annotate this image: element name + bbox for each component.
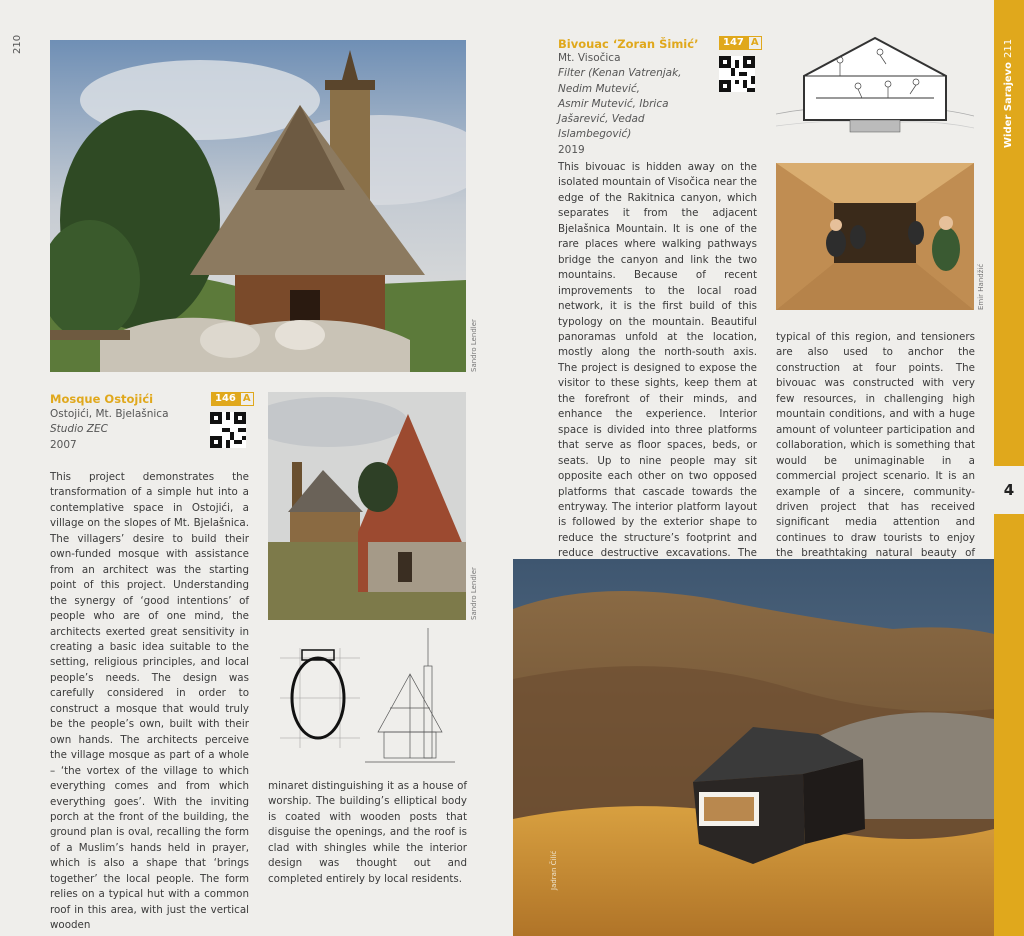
project-meta-bivouac (558, 51, 718, 158)
mosque-text-column-2: minaret distinguishing it as a house of worship. The building’s elliptical body is coated with wooden posts that disguise the openings, and the roof is clad with shingles while the interior design was thought out and completed entirely by local residents. (268, 780, 467, 885)
chapter-number: 4 (994, 466, 1024, 514)
project-title-mosque: Mosque Ostojići (50, 392, 154, 406)
photo-credit: Jadran Čilić (550, 850, 558, 890)
page-number-left: 210 (12, 34, 23, 54)
project-number-badge (719, 36, 762, 50)
mosque-second-photo (268, 392, 466, 620)
project-number: 146 (211, 392, 240, 406)
mosque-drawings (280, 628, 460, 768)
photo-credit: Sandro Lendler (470, 567, 478, 620)
project-letter: A (240, 392, 254, 406)
bivouac-exterior-photo (513, 559, 994, 936)
project-architect-line: Jašarević, Vedad Islambegović) (558, 113, 645, 141)
qr-code-bivouac[interactable] (719, 56, 755, 92)
section-tab-label: Wider Sarajevo (1003, 61, 1014, 148)
project-architect-line: Asmir Mutević, Ibrica (558, 97, 669, 110)
mosque-main-photo (50, 40, 466, 372)
project-architect-line: Nedim Mutević, (558, 82, 640, 95)
qr-code-mosque[interactable] (210, 412, 246, 448)
project-year: 2019 (558, 143, 585, 156)
photo-credit: Sandro Lendler (470, 319, 478, 372)
project-location: Mt. Visočica (558, 52, 621, 64)
project-title-bivouac: Bivouac ‘Zoran Šimić’ (558, 37, 699, 51)
project-location: Ostojići, Mt. Bjelašnica (50, 408, 169, 420)
project-number: 147 (719, 36, 748, 50)
project-architect: Studio ZEC (50, 423, 108, 436)
project-architect-line: Filter (Kenan Vatrenjak, (558, 67, 682, 80)
project-year: 2007 (50, 438, 77, 451)
project-letter: A (748, 36, 762, 50)
bivouac-text-column-2: typical of this region, and tensioners are also used to anchor the construction at four points. The bivouac was constructed with very few resources, in challenging high mountain conditions, and with a huge amount of volunteer participation and collaboration, which is something that would be unimaginable in a commercial project scenario. It is an example of a sincere, community-driven project that has received significant media attention and continues to draw tourists to enjoy the breathtaking natural beauty of (776, 331, 975, 560)
mosque-text-column-1: This project demonstrates the transformation of a simple hut into a contemplative space in Ostojići, a village on the slopes of Mt. Bjelašnica. The villagers’ desire to build their own-funded mosque with assistance from an architect was the starting point of this project. Understanding the synergy of ‘good intentions’ of people who are of one mind, the architects exerted great sensitivity in creating a basic idea suitable to the setting, religious principles, and local people’s needs. The design was carefully considered in order to construct a mosque that would truly be the people’s own, built with their own hands. The architects perceive the village mosque as part of a whole – ‘the vortex of the village to which everything comes and from which everything goes’. With the inviting porch at the front of the building, the ground plan is oval, recalling the form of a Muslim’s hands held in prayer, which is also a shape that ‘brings together’ the local people. The form relies on a typical hut with a common roof in this area, with just the vertical wooden (50, 471, 249, 932)
project-number-badge (211, 392, 254, 406)
bivouac-text-column-1: This bivouac is hidden away on the isolated mountain of Visočica near the edge of the Rakitnica canyon, which separates it from the adjacent Bjelašnica Mountain. It is one of the rare places where walking pathways bridge the canyon and link the two mountains. Because of recent improvements to the local road network, it is the first build of this typology on the mountain. Beautiful panoramas unfold at the location, mostly along the north-south axis. The project is designed to expose the visitor to these sights, keep them at the forefront of their minds, and enhance the experience. Interior space is divided into three platforms that serve as floor spaces, beds, or seats. Up to nine people may sit opposite each other on two opposed platforms that cascade towards the entryway. The interior platform layout is followed by the exterior shape to reduce the structure’s footprint and reduce destructive excavations. The (558, 161, 757, 560)
bivouac-interior-photo (776, 163, 974, 310)
bivouac-section-drawing (776, 34, 974, 140)
page-number-right: 211 (1003, 38, 1014, 58)
photo-credit: Emir Handžić (977, 263, 985, 310)
project-meta-mosque (50, 407, 210, 453)
